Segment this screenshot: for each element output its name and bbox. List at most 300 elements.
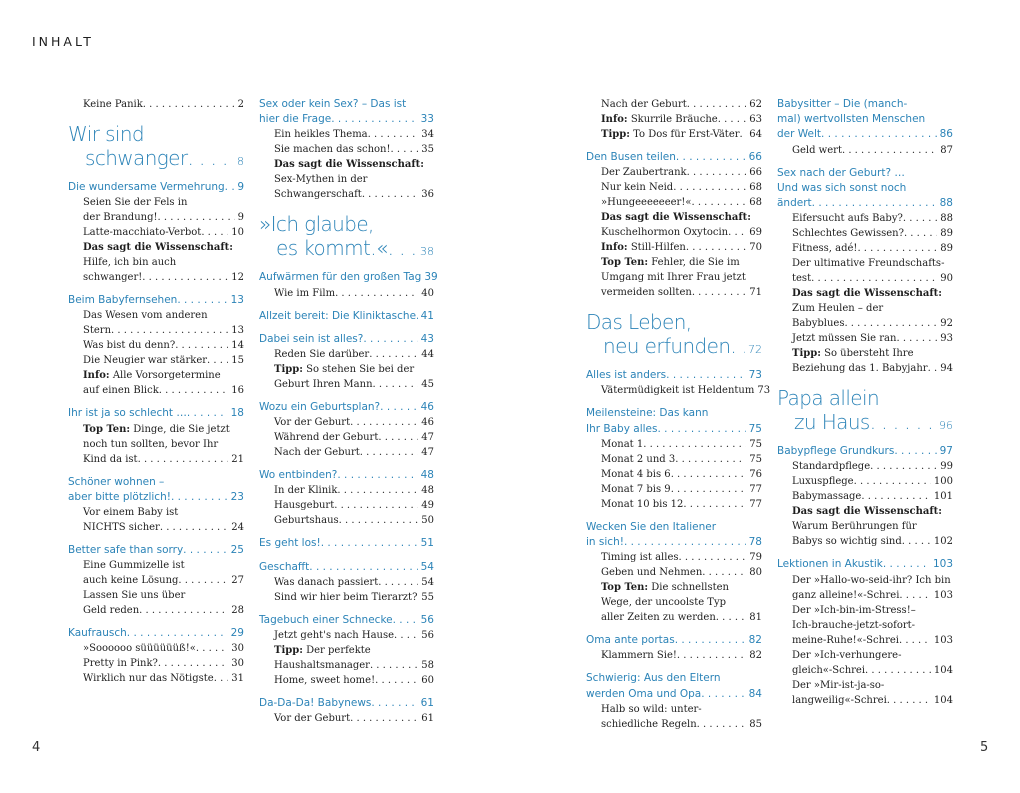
- entry-line: [274, 513, 434, 528]
- entry-text: ändert: [777, 197, 812, 210]
- section-entry: [259, 270, 438, 285]
- dot-leader: [702, 565, 746, 580]
- entry-text: Vor der Geburt: [274, 713, 351, 725]
- entry-text: Lassen Sie uns über: [83, 590, 186, 602]
- dot-leader: [904, 226, 937, 241]
- subsection-entry: [586, 437, 762, 452]
- entry-line: [83, 558, 244, 573]
- page-ref: 90: [940, 273, 953, 285]
- entry-text: Monat 7 bis 9: [601, 483, 671, 495]
- entry-line: [792, 633, 953, 648]
- section-entry: [68, 543, 244, 558]
- subsection-entry: [259, 643, 434, 673]
- dot-leader: [158, 210, 235, 225]
- entry-line: [68, 406, 244, 421]
- subsection-entry: [259, 575, 434, 590]
- subsection-entry: [259, 513, 434, 528]
- entry-line: [777, 386, 953, 410]
- entry-line: [83, 588, 244, 603]
- entry-line: [259, 332, 434, 347]
- entry-line: [792, 271, 953, 286]
- dot-leader: [380, 400, 417, 415]
- entry-text: in sich!: [586, 536, 624, 549]
- entry-text: Der Zaubertrank: [601, 167, 687, 179]
- page-ref: 47: [421, 447, 434, 459]
- entry-text: Warum Berührungen für: [792, 521, 917, 533]
- entry-text: Was bist du denn?: [83, 340, 176, 352]
- page-ref: 28: [231, 605, 244, 617]
- section-entry: [68, 626, 244, 641]
- dot-leader: [177, 293, 227, 308]
- dot-leader: [928, 361, 938, 376]
- entry-text: Vor einem Baby ist: [83, 507, 179, 519]
- entry-line: [601, 97, 762, 112]
- toc-column-4: [777, 97, 953, 708]
- entry-label: Top Ten:: [601, 257, 649, 269]
- entry-label: Info:: [601, 242, 628, 254]
- entry-text: Kaufrausch: [68, 627, 127, 640]
- section-entry: [259, 309, 434, 324]
- dot-leader: [811, 271, 937, 286]
- entry-line: [259, 97, 434, 112]
- page-ref: 27: [231, 575, 244, 587]
- page-ref: 40: [421, 287, 434, 299]
- entry-line: [777, 196, 953, 211]
- dot-leader: [676, 150, 746, 165]
- subsection-entry: [259, 628, 434, 643]
- entry-text: Geben und Nehmen: [601, 567, 703, 579]
- dot-leader: [178, 573, 228, 588]
- entry-line: [792, 489, 953, 504]
- page-ref: 82: [748, 634, 762, 647]
- entry-text: Der perfekte: [306, 645, 371, 657]
- dot-leader: [142, 270, 228, 285]
- page-ref: 34: [421, 129, 434, 141]
- page-ref: 14: [231, 340, 244, 352]
- section-entry: [259, 560, 434, 575]
- subsection-entry: [777, 573, 953, 603]
- entry-line: [601, 195, 762, 210]
- dot-leader: [378, 430, 418, 445]
- entry-text: Standardpflege: [792, 461, 871, 473]
- dot-leader: [887, 693, 931, 708]
- dot-leader: [899, 588, 931, 603]
- page-number-left: 4: [32, 740, 41, 755]
- dot-leader: [111, 323, 228, 338]
- subsection-entry: [68, 353, 244, 368]
- dot-leader: [902, 534, 931, 549]
- entry-text: Beim Babyfernsehen: [68, 294, 178, 307]
- entry-text: Skurrile Bräuche: [630, 114, 718, 125]
- section-entry: [259, 696, 434, 711]
- page-ref: 87: [940, 144, 953, 156]
- page-ref: 12: [231, 272, 244, 284]
- entry-line: [274, 347, 434, 362]
- dot-leader: [138, 452, 229, 467]
- page-ref: 51: [420, 537, 434, 550]
- entry-text: Dabei sein ist alles?: [259, 332, 364, 345]
- page-ref: 93: [940, 333, 953, 345]
- entry-line: [83, 383, 244, 398]
- entry-text: Wecken Sie den Italiener: [586, 520, 717, 533]
- entry-line: [83, 338, 244, 353]
- entry-text: schiedliche Regeln: [601, 718, 697, 730]
- dot-leader: [183, 543, 227, 558]
- page-ref: 68: [749, 197, 762, 209]
- dot-leader: [143, 97, 235, 112]
- entry-line: [83, 641, 244, 656]
- page-ref: 60: [421, 675, 434, 687]
- subsection-entry: [68, 195, 244, 225]
- page-ref: 43: [420, 332, 434, 345]
- entry-line: [601, 225, 762, 240]
- subsection-entry: [586, 127, 762, 142]
- entry-line: [586, 422, 762, 437]
- entry-line: [259, 468, 434, 483]
- entry-line: [792, 519, 953, 534]
- entry-line: [68, 475, 244, 490]
- entry-text: Nach der Geburt: [601, 99, 687, 110]
- subsection-entry: [68, 97, 244, 112]
- entry-line: [259, 400, 434, 415]
- subsection-entry: [68, 656, 244, 671]
- entry-line: [274, 711, 434, 726]
- entry-line: [274, 430, 434, 445]
- entry-line: [274, 127, 434, 142]
- entry-line: [792, 618, 953, 633]
- entry-line: [601, 255, 762, 270]
- subsection-entry: [259, 362, 434, 392]
- entry-line: [601, 565, 762, 580]
- entry-line: [274, 172, 434, 187]
- dot-leader: [666, 368, 745, 383]
- dot-leader: [675, 452, 746, 467]
- entry-text: Seien Sie der Fels in: [83, 197, 188, 209]
- subsection-entry: [777, 256, 953, 286]
- entry-text: es kommt.«: [276, 236, 388, 261]
- entry-line: [792, 474, 953, 489]
- section-entry: [586, 633, 762, 648]
- toc-column-3: [586, 97, 771, 732]
- subsection-entry: [777, 346, 953, 376]
- page-ref: 85: [749, 718, 762, 730]
- dot-leader: [675, 633, 746, 648]
- page-ref: 16: [231, 385, 244, 397]
- page-ref: 46: [420, 401, 434, 414]
- page-ref: 96: [939, 419, 953, 433]
- entry-line: [601, 648, 762, 663]
- entry-line: [792, 143, 953, 158]
- entry-line: [792, 211, 953, 226]
- section-header: INHALT: [32, 34, 94, 49]
- entry-line: [601, 437, 762, 452]
- entry-text: ganz alleine!«-Schrei: [792, 589, 900, 601]
- dot-leader: [899, 633, 931, 648]
- dot-leader: [196, 641, 228, 656]
- subsection-entry: [777, 331, 953, 346]
- entry-text: Jetzt geht's nach Hause: [274, 630, 395, 642]
- entry-text: Der »Hallo-wo-seid-ihr? Ich bin: [792, 574, 951, 586]
- dot-leader: [883, 557, 930, 572]
- dot-leader: [394, 628, 418, 643]
- dot-leader: [894, 444, 936, 459]
- dot-leader: [718, 112, 747, 127]
- page-ref: 72: [748, 343, 762, 357]
- entry-text: Geschafft: [259, 560, 310, 573]
- dot-leader: [842, 143, 937, 158]
- entry-line: [601, 240, 762, 255]
- entry-line: [601, 127, 762, 142]
- entry-text: Alle Vorsorgetermine: [112, 370, 221, 382]
- dot-leader: [335, 286, 418, 301]
- section-entry: [259, 332, 434, 347]
- dot-leader: [730, 334, 745, 358]
- page-ref: 58: [421, 660, 434, 672]
- entry-line: [274, 498, 434, 513]
- dot-leader: [350, 415, 418, 430]
- entry-label: Tipp:: [274, 645, 303, 657]
- page-ref: 94: [940, 363, 953, 375]
- subsection-entry: [68, 505, 244, 535]
- entry-text: Umgang mit Ihrer Frau jetzt: [601, 272, 746, 284]
- entry-text: Vor der Geburt: [274, 417, 351, 429]
- subsection-entry: [586, 702, 762, 732]
- entry-line: [777, 97, 953, 112]
- entry-text: auch keine Lösung: [83, 575, 179, 587]
- dot-leader: [334, 498, 418, 513]
- entry-text: Wie im Film: [274, 287, 336, 299]
- entry-text: Die Neugier war stärker: [83, 355, 208, 367]
- entry-line: [586, 535, 762, 550]
- section-entry: [68, 180, 244, 195]
- entry-line: [83, 225, 244, 240]
- page-ref: 38: [420, 245, 434, 259]
- entry-label: Tipp:: [601, 129, 630, 140]
- page-ref: 48: [420, 469, 434, 482]
- entry-text: Babypflege Grundkurs: [777, 445, 895, 458]
- entry-line: [274, 658, 434, 673]
- entry-line: [83, 505, 244, 520]
- entry-line: [83, 452, 244, 467]
- dot-leader: [373, 377, 419, 392]
- page-ref: 8: [237, 155, 244, 168]
- subsection-entry: [586, 565, 762, 580]
- entry-text: Monat 4 bis 6: [601, 468, 671, 480]
- dot-leader: [679, 550, 747, 565]
- dot-leader: [201, 225, 228, 240]
- dot-leader: [870, 459, 937, 474]
- entry-text: Papa allein: [777, 386, 880, 411]
- dot-leader: [369, 347, 418, 362]
- page-ref: 30: [231, 643, 244, 655]
- entry-text: Tagebuch einer Schnecke: [259, 613, 393, 626]
- subsection-entry: [259, 127, 434, 142]
- entry-line: [792, 346, 953, 361]
- entry-line: [777, 127, 953, 142]
- dot-leader: [861, 489, 931, 504]
- dot-leader: [857, 241, 937, 256]
- dot-leader: [187, 406, 228, 421]
- entry-label: Tipp:: [792, 348, 821, 360]
- entry-line: [83, 437, 244, 452]
- dot-leader: [643, 437, 746, 452]
- page-ref: 92: [940, 318, 953, 330]
- entry-line: [792, 226, 953, 241]
- entry-text: aber bitte plötzlich!: [68, 490, 171, 503]
- entry-line: [83, 210, 244, 225]
- dot-leader: [371, 696, 417, 711]
- dot-leader: [207, 353, 228, 368]
- entry-line: [601, 595, 762, 610]
- subsection-entry: [777, 504, 953, 549]
- dot-leader: [687, 97, 747, 112]
- entry-text: meine-Ruhe!«-Schrei: [792, 634, 899, 646]
- entry-text: Geburtshaus: [274, 515, 339, 527]
- dot-leader: [673, 180, 746, 195]
- entry-text: Und was sich sonst noch: [777, 181, 907, 194]
- dot-leader: [844, 316, 937, 331]
- entry-line: [274, 643, 434, 658]
- page-ref: 99: [940, 461, 953, 473]
- dot-leader: [127, 626, 228, 641]
- entry-line: [259, 536, 434, 551]
- entry-line: [83, 195, 244, 210]
- dot-leader: [171, 490, 228, 505]
- subsection-entry: [586, 497, 762, 512]
- dot-leader: [701, 687, 745, 702]
- dot-leader: [321, 536, 418, 551]
- entry-line: [274, 483, 434, 498]
- entry-text: So stehen Sie bei der: [306, 364, 415, 376]
- dot-leader: [697, 717, 747, 732]
- page-ref: 76: [749, 468, 762, 480]
- page-ref: 61: [420, 697, 434, 710]
- section-entry: [259, 536, 434, 551]
- entry-label: Info:: [83, 370, 110, 382]
- page-ref: 36: [421, 189, 434, 201]
- entry-line: [601, 610, 762, 625]
- entry-text: Jetzt müssen Sie ran: [792, 333, 897, 345]
- subsection-entry: [68, 558, 244, 588]
- subsection-entry: [259, 347, 434, 362]
- entry-text: »Ich glaube,: [259, 212, 374, 237]
- subsection-entry: [586, 180, 762, 195]
- subsection-entry: [586, 195, 762, 210]
- entry-text: Das Leben,: [586, 310, 692, 335]
- entry-text: Home, sweet home!: [274, 675, 376, 687]
- section-entry: [777, 97, 953, 143]
- entry-line: [792, 663, 953, 678]
- entry-line: [792, 693, 953, 708]
- entry-text: Schöner wohnen –: [68, 475, 165, 488]
- entry-text: Wir sind: [68, 122, 145, 146]
- entry-line: [777, 166, 953, 181]
- dot-leader: [214, 671, 229, 686]
- entry-line: [792, 256, 953, 271]
- subsection-entry: [259, 673, 434, 688]
- subsection-entry: [68, 368, 244, 398]
- entry-text: Babyblues: [792, 318, 845, 330]
- dot-leader: [671, 482, 747, 497]
- entry-text: NICHTS sicher: [83, 522, 160, 534]
- subsection-entry: [259, 286, 434, 301]
- subsection-entry: [259, 483, 434, 498]
- entry-text: Nur kein Neid: [601, 182, 674, 194]
- entry-line: [259, 309, 434, 324]
- page-ref: 35: [421, 144, 434, 156]
- subsection-entry: [777, 286, 953, 331]
- page-ref: 101: [933, 491, 953, 503]
- section-entry: [68, 475, 244, 505]
- dot-leader: [139, 603, 228, 618]
- page-ref: 66: [749, 167, 762, 179]
- entry-label: Das sagt die Wissenschaft:: [601, 212, 751, 224]
- entry-line: [792, 603, 953, 618]
- entry-text: Das Wesen vom anderen: [83, 310, 208, 322]
- page-ref: 29: [230, 627, 244, 640]
- entry-text: Babymassage: [792, 491, 862, 503]
- subsection-entry: [259, 142, 434, 157]
- entry-line: [777, 181, 953, 196]
- page-ref: 50: [421, 515, 434, 527]
- subsection-entry: [586, 467, 762, 482]
- entry-text: test: [792, 273, 812, 285]
- page-ref: 82: [749, 650, 762, 662]
- section-entry: [586, 520, 762, 550]
- entry-line: [83, 671, 244, 686]
- entry-text: Den Busen teilen: [586, 151, 676, 163]
- entry-line: [274, 628, 434, 643]
- entry-text: auf einen Blick: [83, 385, 159, 397]
- entry-line: [274, 575, 434, 590]
- entry-line: [83, 573, 244, 588]
- page-ref: 63: [749, 114, 762, 125]
- entry-line: [83, 422, 244, 437]
- page-ref: 25: [230, 544, 244, 557]
- entry-text: »Soooooo süüüüüüß!«: [83, 643, 196, 655]
- entry-label: Das sagt die Wissenschaft:: [83, 242, 233, 254]
- page-ref: 62: [749, 99, 762, 110]
- entry-line: [274, 673, 434, 688]
- entry-text: Babysitter – Die (manch-: [777, 98, 908, 110]
- entry-line: [777, 410, 953, 438]
- entry-line: [259, 112, 434, 127]
- entry-line: [792, 573, 953, 588]
- entry-line: [792, 361, 953, 376]
- dot-leader: [225, 180, 235, 195]
- subsection-entry: [777, 143, 953, 158]
- page-ref: 75: [749, 453, 762, 465]
- entry-line: [601, 270, 762, 285]
- entry-text: Sie machen das schon!: [274, 144, 391, 156]
- subsection-entry: [777, 474, 953, 489]
- dot-leader: [368, 127, 419, 142]
- entry-text: Die schnellsten: [651, 582, 729, 594]
- dot-leader: [716, 610, 747, 625]
- entry-text: Schlechtes Gewissen?: [792, 228, 904, 240]
- entry-text: Ein heikles Thema: [274, 129, 368, 141]
- subsection-entry: [259, 498, 434, 513]
- page-ref: 79: [749, 552, 762, 564]
- entry-text: gleich«-Schrei: [792, 664, 866, 676]
- section-entry: [586, 671, 762, 701]
- entry-text: Better safe than sorry: [68, 544, 184, 557]
- entry-label: Tipp:: [274, 364, 303, 376]
- page-ref: 103: [932, 558, 953, 571]
- page-ref: 10: [231, 227, 244, 239]
- subsection-entry: [586, 97, 762, 112]
- entry-text: Halb so wild: unter-: [601, 703, 702, 715]
